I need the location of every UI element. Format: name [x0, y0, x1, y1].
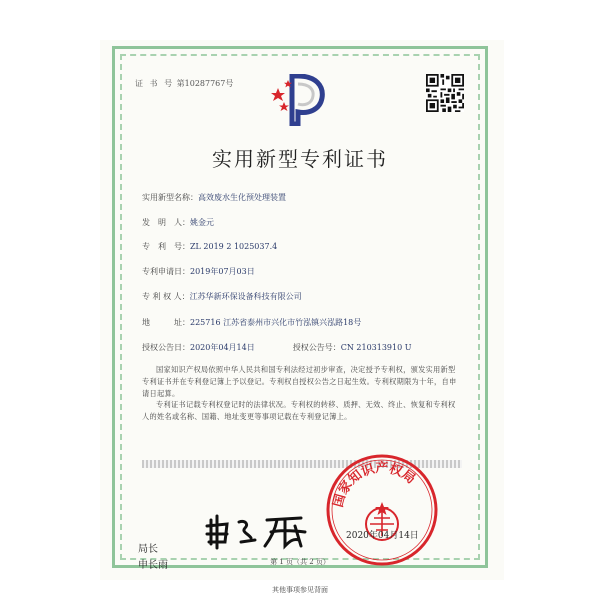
field-label: 专 利 号：	[142, 242, 190, 251]
field-inventor	[142, 217, 214, 228]
field-label: 地 址：	[142, 318, 190, 327]
certificate-number-label: 证 书 号	[135, 79, 175, 88]
field-utility-model-name	[142, 192, 286, 203]
field-announcement	[142, 342, 411, 353]
field-value: ZL 2019 2 1025037.4	[190, 242, 278, 251]
field-filing-date	[142, 266, 255, 277]
field-patentee	[142, 291, 302, 302]
field-value: 225716 江苏省泰州市兴化市竹泓镇兴泓路18号	[190, 318, 362, 327]
announcement-number-label: 授权公告号：	[292, 343, 341, 352]
field-label: 专 利 权 人：	[142, 292, 190, 301]
announcement-date-value: 2020年04月14日	[190, 343, 255, 352]
seal-text: 国家知识产权局	[331, 460, 418, 509]
director-name: 申长雨	[138, 560, 168, 571]
document-title: 实用新型专利证书	[212, 147, 388, 171]
field-value: 高效废水生化预处理装置	[198, 193, 286, 202]
certificate-number	[135, 78, 233, 89]
field-label: 实用新型名称：	[142, 193, 198, 202]
field-label: 专利申请日：	[142, 267, 190, 276]
director-signature	[205, 512, 315, 552]
field-value: 2019年07月03日	[190, 267, 255, 276]
cnipa-logo-icon	[268, 74, 328, 126]
announcement-date-label: 授权公告日：	[142, 343, 190, 352]
field-value: 姚金元	[190, 218, 214, 227]
field-label: 发 明 人：	[142, 218, 190, 227]
paragraph-grant-notice: 国家知识产权局依照中华人民共和国专利法经过初步审查，决定授予专利权，颁发实用新型专利证书并在专利登记簿上予以登记。专利权自授权公告之日起生效。专利权期限为十年，自申请日起算。	[142, 365, 457, 398]
official-seal-icon	[322, 450, 442, 570]
back-page-note: 其他事项参见背面	[272, 586, 328, 594]
certificate-number-value: 第10287767号	[176, 79, 234, 88]
page-indicator: 第 1 页（共 2 页）	[270, 558, 330, 566]
seal-date: 2020年04月14日	[346, 531, 419, 541]
field-patent-number	[142, 241, 277, 252]
announcement-number-value: CN 210313910 U	[340, 343, 412, 352]
field-address	[142, 317, 361, 328]
qr-code-icon	[426, 74, 464, 112]
paragraph-legal-status: 专利证书记载专利权登记时的法律状况。专利权的转移、质押、无效、终止、恢复和专利权人的姓名或名称、国籍、地址变更等事项记载在专利登记簿上。	[142, 400, 456, 421]
field-value: 江苏华新环保设备科技有限公司	[189, 292, 302, 301]
director-title: 局长	[138, 544, 158, 555]
